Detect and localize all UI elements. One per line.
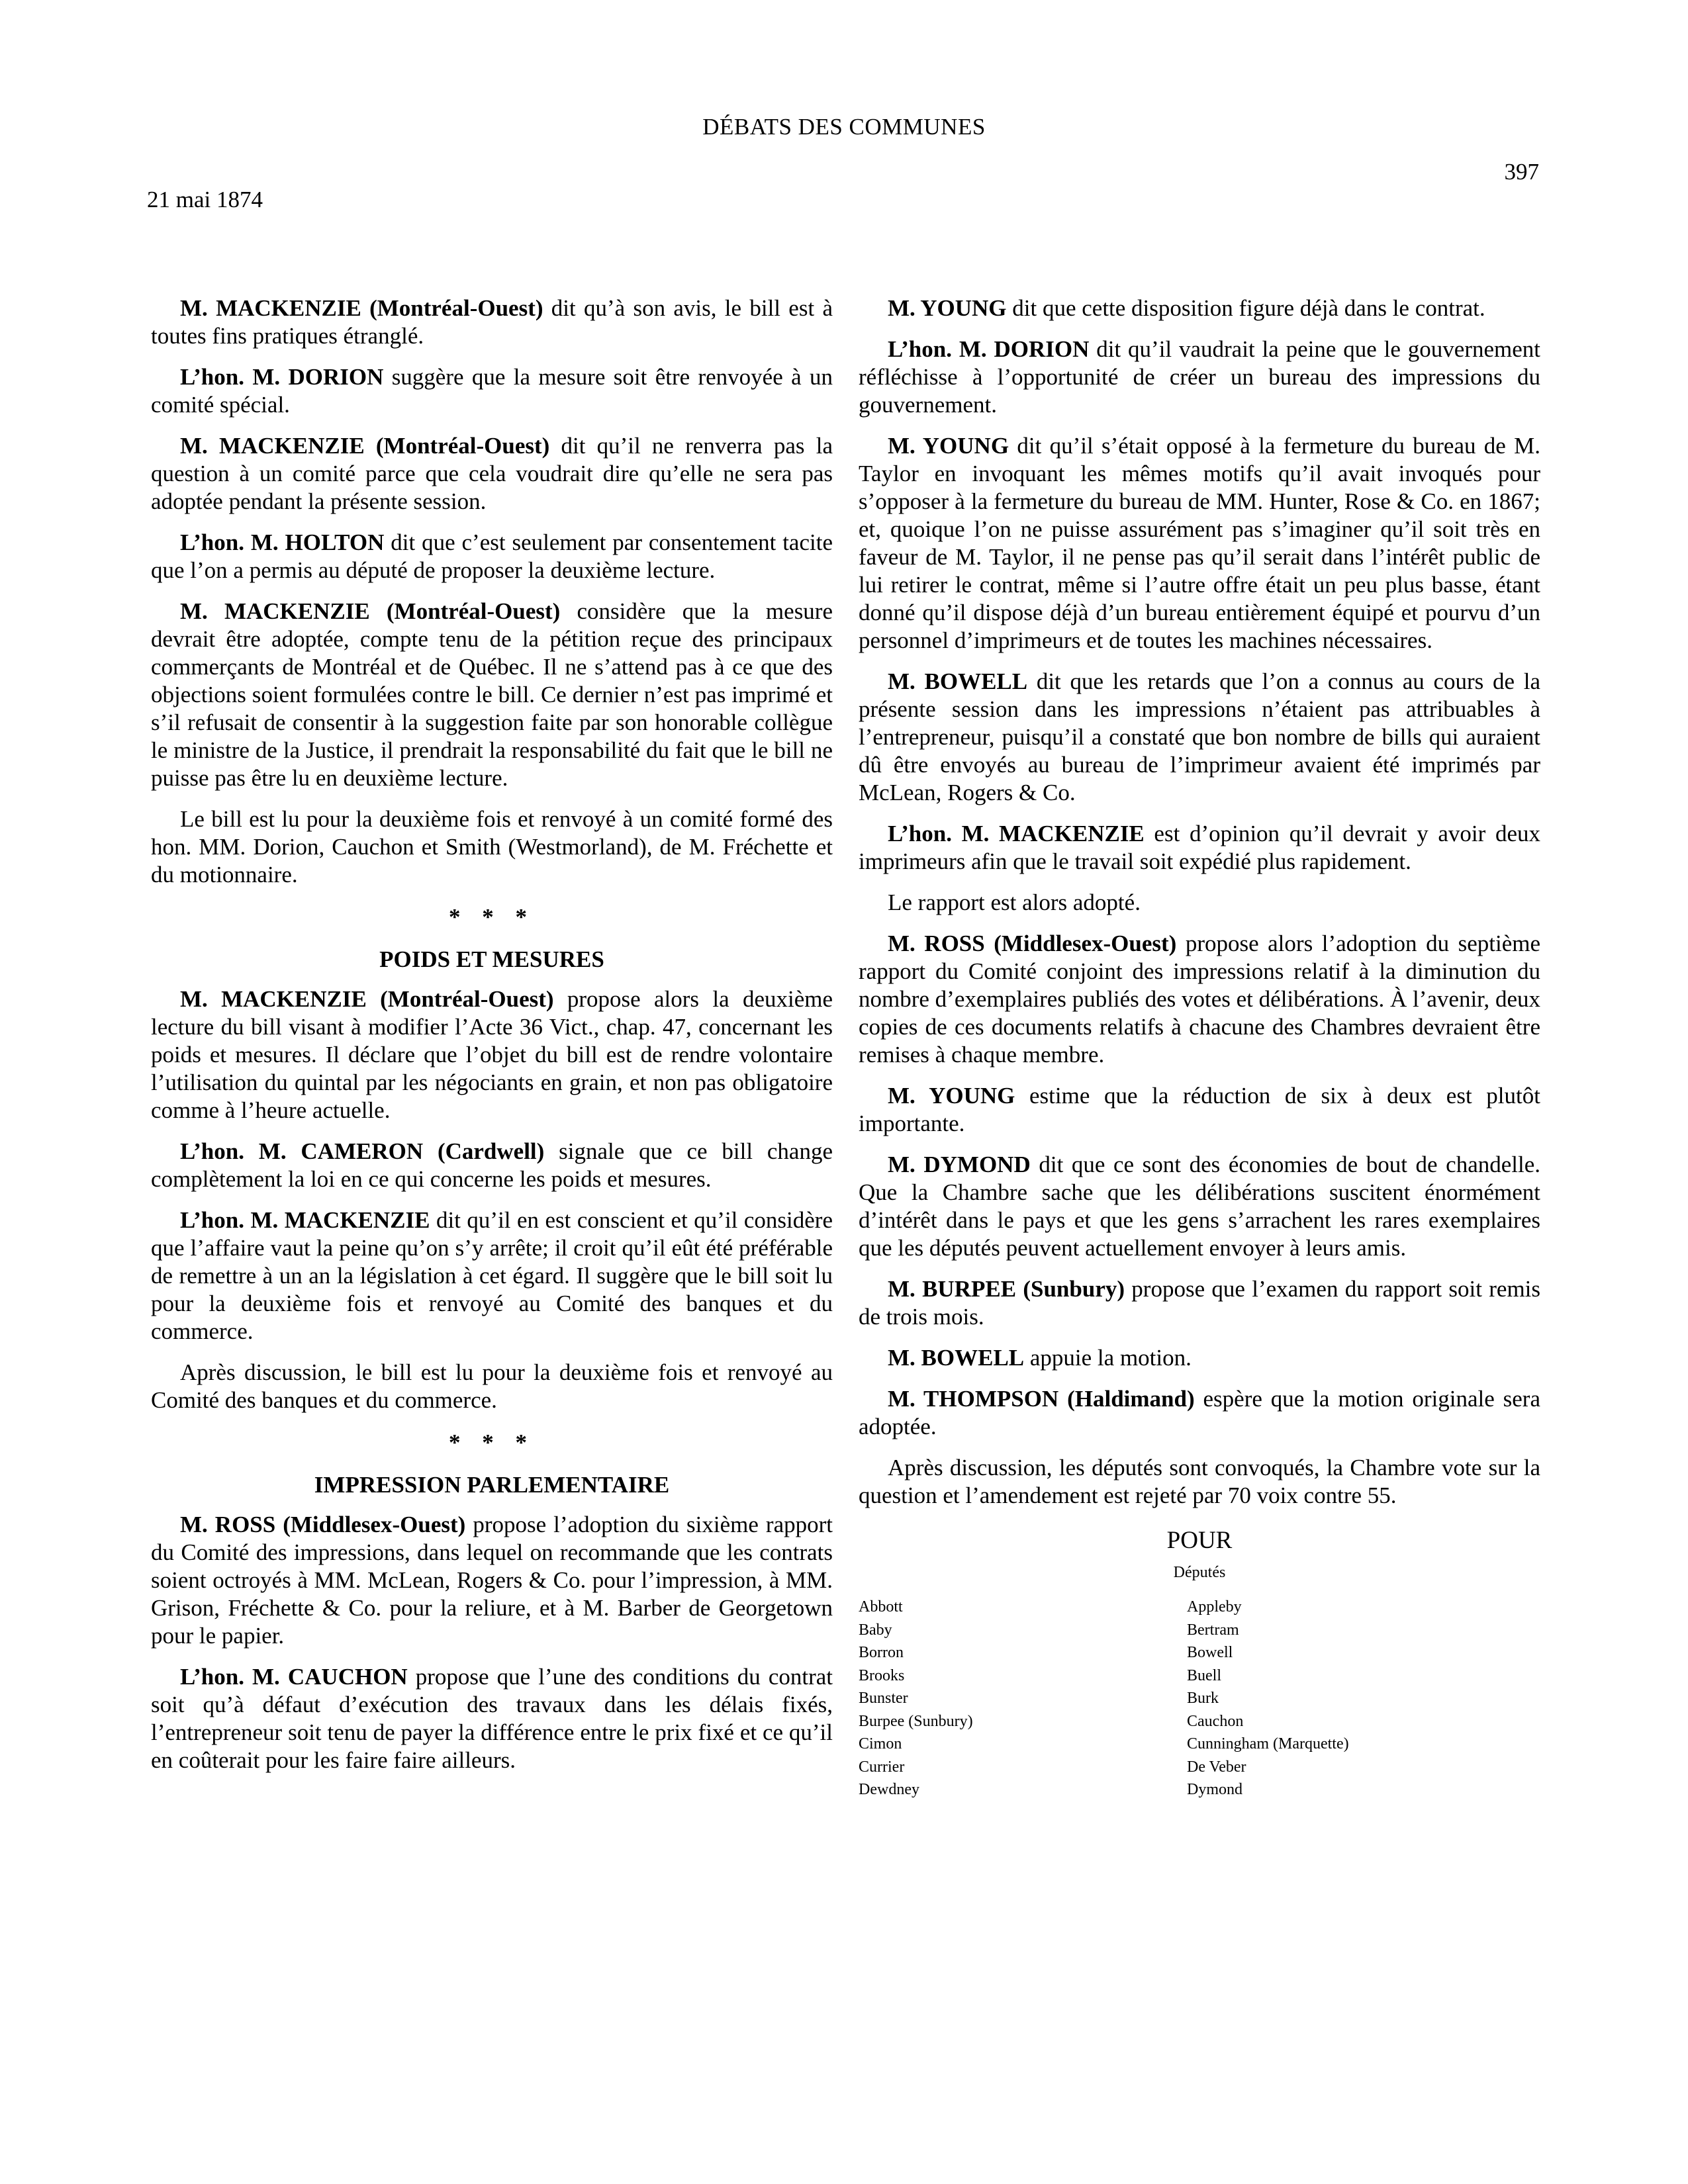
vote-member-name: Appleby xyxy=(1187,1598,1242,1615)
speaker-name: L’hon. M. MACKENZIE xyxy=(888,821,1145,846)
paragraph xyxy=(859,1082,1540,1138)
speech-text: espère que la motion originale sera adoptée. xyxy=(859,1386,1540,1439)
speaker-name: M. BURPEE (Sunbury) xyxy=(888,1276,1125,1302)
speech-text: signale que ce bill change complètement la loi en ce qui concerne les poids et mesures. xyxy=(151,1138,833,1192)
vote-member-name: Abbott xyxy=(859,1598,903,1615)
vote-member-name: Borron xyxy=(859,1644,904,1661)
paragraph xyxy=(151,1359,833,1414)
vote-member-name: Burpee (Sunbury) xyxy=(859,1712,973,1730)
speaker-name: M. YOUNG xyxy=(888,433,1009,459)
speech-text: dit que ce sont des économies de bout de chandelle. Que la Chambre sache que les délibérations suscitent énormément d’intérêt dans le pays et que les gens s’arrachent les rares exemplaires que les députés peuvent actuellement envoyer à leurs amis. xyxy=(859,1152,1541,1261)
paragraph xyxy=(151,529,833,584)
narrative-text: Après discussion, le bill est lu pour la deuxième fois et renvoyé au Comité des banques et du commerce. xyxy=(151,1359,833,1413)
narrative-text: Le rapport est alors adopté. xyxy=(888,889,1141,915)
paragraph xyxy=(151,1663,833,1774)
speaker-name: M. DYMOND xyxy=(888,1152,1031,1177)
speech-text: estime que la réduction de six à deux est plutôt importante. xyxy=(859,1083,1540,1136)
narrative-text: Le bill est lu pour la deuxième fois et renvoyé à un comité formé des hon. MM. Dorion, Cauchon et Smith (Westmorland), de M. Fréchette et du motionnaire. xyxy=(151,806,833,887)
paragraph xyxy=(151,363,833,419)
speech-text: dit que cette disposition figure déjà dans le contrat. xyxy=(1006,295,1485,321)
section-separator: * * * xyxy=(449,904,535,930)
paragraph xyxy=(859,1344,1540,1372)
vote-member-name: Currier xyxy=(859,1758,905,1776)
paragraph xyxy=(859,432,1540,655)
paragraph xyxy=(151,295,833,350)
vote-heading: POUR xyxy=(1166,1527,1233,1554)
vote-member-name: Cimon xyxy=(859,1735,902,1752)
speaker-name: M. ROSS (Middlesex-Ouest) xyxy=(180,1512,466,1537)
section-impression-paragraphs xyxy=(151,1511,833,1774)
paragraph xyxy=(859,336,1540,419)
left-paragraphs xyxy=(151,295,833,889)
vote-member-name: Dymond xyxy=(1187,1781,1243,1798)
speech-text: est d’opinion qu’il devrait y avoir deux imprimeurs afin que le travail soit expédié plus rapidement. xyxy=(859,821,1540,874)
vote-member-name: Bowell xyxy=(1187,1644,1233,1661)
paragraph xyxy=(859,1275,1540,1331)
speech-text: appuie la motion. xyxy=(1024,1345,1192,1371)
paragraph xyxy=(859,930,1540,1069)
paragraph xyxy=(859,1385,1540,1441)
speaker-name: L’hon. M. DORION xyxy=(180,364,384,390)
speaker-name: L’hon. M. DORION xyxy=(888,336,1090,362)
left-column xyxy=(151,295,833,1788)
speech-text: dit qu’à son avis, le bill est à toutes fins pratiques étranglé. xyxy=(151,295,833,349)
vote-member-name: Bertram xyxy=(1187,1621,1239,1639)
paragraph xyxy=(151,805,833,889)
speech-text: suggère que la mesure soit être renvoyée à un comité spécial. xyxy=(151,364,833,418)
vote-member-name: Cunningham (Marquette) xyxy=(1187,1735,1349,1752)
paragraph xyxy=(859,668,1540,807)
page-number: 397 xyxy=(1504,159,1539,185)
paragraph xyxy=(859,295,1540,322)
paragraph xyxy=(859,1454,1540,1510)
speech-text: propose alors l’adoption du septième rapport du Comité conjoint des impressions relatif à la diminution du nombre d’exemplaires publiés des votes et délibérations. À l’avenir, deux copies de ces documents relatifs à chacune des Chambres devraient être remises à chaque membre. xyxy=(859,931,1540,1068)
speaker-name: M. MACKENZIE (Montréal-Ouest) xyxy=(180,433,550,459)
paragraph xyxy=(859,889,1540,917)
vote-member-name: De Veber xyxy=(1187,1758,1246,1776)
paragraph xyxy=(151,1511,833,1650)
paragraph xyxy=(151,985,833,1124)
vote-list xyxy=(859,1596,1540,1801)
speech-text: propose l’adoption du sixième rapport du Comité des impressions, dans lequel on recommande que les contrats soient octroyés à MM. McLean, Rogers & Co. pour l’impression, à MM. Grison, Fréchette & Co. pour la reliure, et à M. Barber de Georgetown pour le papier. xyxy=(151,1512,833,1649)
running-header: DÉBATS DES COMMUNES xyxy=(702,114,986,140)
paragraph xyxy=(151,1138,833,1193)
vote-member-name: Dewdney xyxy=(859,1781,919,1798)
speech-text: propose que l’examen du rapport soit remis de trois mois. xyxy=(859,1276,1541,1330)
speaker-name: L’hon. M. HOLTON xyxy=(180,529,385,555)
vote-member-name: Baby xyxy=(859,1621,892,1639)
speaker-name: M. YOUNG xyxy=(888,295,1007,321)
speech-text: propose que l’une des conditions du contrat soit qu’à défaut d’exécution des travaux dans les délais fixés, l’entrepreneur soit tenu de payer la différence entre le prix fixé et ce qu’il en coûterait pour les faire faire ailleurs. xyxy=(151,1664,833,1773)
speaker-name: M. BOWELL xyxy=(888,1345,1025,1371)
speech-text: dit que c’est seulement par consentement tacite que l’on a permis au député de proposer la deuxième lecture. xyxy=(151,529,833,583)
session-date: 21 mai 1874 xyxy=(147,187,263,212)
vote-member-name: Brooks xyxy=(859,1666,905,1684)
speech-text: considère que la mesure devrait être adoptée, compte tenu de la pétition reçue des principaux commerçants de Montréal et de Québec. Il ne s’attend pas à ce que des objections soient formulées contre le bill. Ce dernier n’est pas imprimé et s’il refusait de consentir à la suggestion faite par son honorable collègue le ministre de la Justice, il prendrait la responsabilité du fait que le bill ne puisse pas être lu en deuxième lecture. xyxy=(151,598,833,791)
speaker-name: M. MACKENZIE (Montréal-Ouest) xyxy=(180,295,543,321)
speaker-name: M. MACKENZIE (Montréal-Ouest) xyxy=(180,986,554,1012)
speaker-name: M. ROSS (Middlesex-Ouest) xyxy=(888,931,1177,956)
section-title-poids: POIDS ET MESURES xyxy=(379,946,604,972)
paragraph xyxy=(151,1206,833,1345)
speaker-name: L’hon. M. MACKENZIE xyxy=(180,1207,430,1233)
paragraph xyxy=(859,820,1540,876)
vote-subheading: Députés xyxy=(1173,1564,1226,1581)
vote-member-name: Cauchon xyxy=(1187,1712,1244,1730)
speech-text: propose alors la deuxième lecture du bill visant à modifier l’Acte 36 Vict., chap. 47, concernant les poids et mesures. Il déclare que l’objet du bill est de rendre volontaire l’utilisation du quintal par les négociants en grain, et non pas obligatoire comme à l’heure actuelle. xyxy=(151,986,833,1123)
vote-member-name: Burk xyxy=(1187,1690,1219,1707)
paragraph xyxy=(151,432,833,516)
speech-text: dit que les retards que l’on a connus au cours de la présente session dans les impressions n’étaient pas attribuables à l’entrepreneur, puisqu’il a constaté que bon nombre de bills qui auraient dû être envoyés au bureau de l’imprimeur avaient été imprimés par McLean, Rogers & Co. xyxy=(859,668,1540,805)
narrative-text: Après discussion, les députés sont convoqués, la Chambre vote sur la question et l’amendement est rejeté par 70 voix contre 55. xyxy=(859,1455,1540,1508)
paragraph xyxy=(151,598,833,792)
speaker-name: M. THOMPSON (Haldimand) xyxy=(888,1386,1195,1412)
speech-text: dit qu’il ne renverra pas la question à un comité parce que cela voudrait dire qu’elle ne sera pas adoptée pendant la présente session. xyxy=(151,433,833,514)
vote-member-name: Buell xyxy=(1187,1666,1221,1684)
speaker-name: M. BOWELL xyxy=(888,668,1028,694)
section-separator: * * * xyxy=(449,1430,535,1455)
right-column xyxy=(859,295,1540,1801)
section-poids-paragraphs xyxy=(151,985,833,1414)
speaker-name: M. MACKENZIE (Montréal-Ouest) xyxy=(180,598,561,624)
speaker-name: L’hon. M. CAUCHON xyxy=(180,1664,408,1690)
speaker-name: M. YOUNG xyxy=(888,1083,1015,1109)
paragraph xyxy=(859,1151,1540,1262)
speaker-name: L’hon. M. CAMERON (Cardwell) xyxy=(180,1138,545,1164)
right-paragraphs xyxy=(859,295,1540,1510)
vote-member-name: Bunster xyxy=(859,1690,908,1707)
speech-text: dit qu’il en est conscient et qu’il considère que l’affaire vaut la peine qu’on s’y arrête; il croit qu’il eût été préférable de remettre à un an la législation à cet égard. Il suggère que le bill soit lu pour la deuxième fois et renvoyé au Comité des banques et du commerce. xyxy=(151,1207,833,1344)
section-title-impression: IMPRESSION PARLEMENTAIRE xyxy=(314,1472,670,1498)
speech-text: dit qu’il s’était opposé à la fermeture du bureau de M. Taylor en invoquant les mêmes motifs qu’il avait invoqués pour s’opposer à la fermeture du bureau de MM. Hunter, Rose & Co. en 1867; et, quoique l’on ne puisse assurément pas s’imaginer qu’il soit très en faveur de M. Taylor, il ne pense pas qu’il serait dans l’intérêt public de lui retirer le contrat, même si l’autre offre était un peu plus basse, étant donné qu’il dispose déjà d’un bureau entièrement équipé et pourvu d’un personnel d’imprimeurs et de toutes les machines nécessaires. xyxy=(859,433,1540,653)
speech-text: dit qu’il vaudrait la peine que le gouvernement réfléchisse à l’opportunité de créer un bureau des impressions du gouvernement. xyxy=(859,336,1541,418)
